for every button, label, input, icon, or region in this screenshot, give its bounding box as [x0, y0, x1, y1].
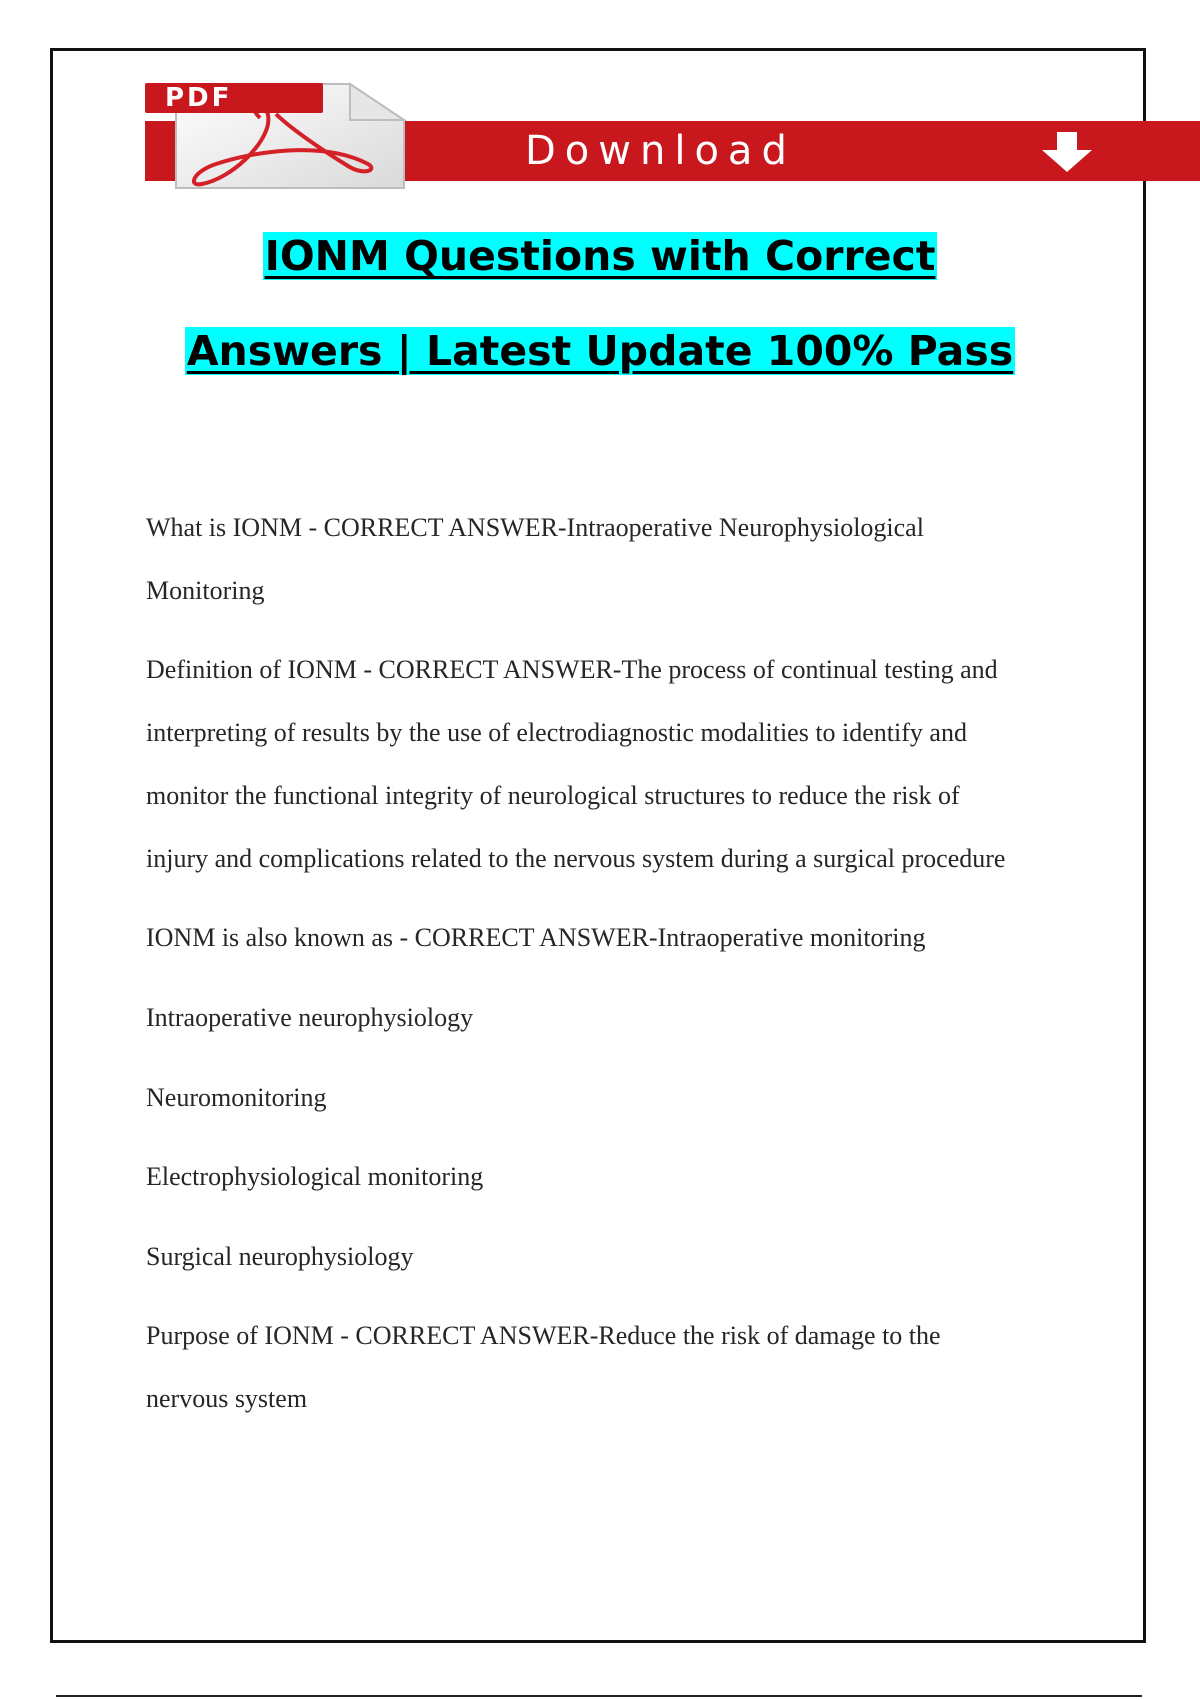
- text-line: Monitoring: [146, 576, 265, 605]
- qa-paragraph: [146, 906, 1086, 969]
- text-line: What is IONM - CORRECT ANSWER-Intraoperative Neurophysiological: [146, 513, 924, 542]
- title-line-1: IONM Questions with Correct: [264, 232, 936, 280]
- document-title: [60, 232, 1140, 422]
- qa-paragraph: [146, 986, 1086, 1049]
- qa-paragraph: [146, 1225, 1086, 1288]
- text-line: injury and complications related to the nervous system during a surgical procedure: [146, 844, 1006, 873]
- text-line: Purpose of IONM - CORRECT ANSWER-Reduce the risk of damage to the: [146, 1321, 941, 1350]
- pdf-label: PDF: [165, 83, 233, 113]
- text-line: monitor the functional integrity of neurological structures to reduce the risk of: [146, 781, 960, 810]
- qa-paragraph: [146, 1066, 1086, 1129]
- title-line-2: Answers | Latest Update 100% Pass: [186, 327, 1014, 375]
- text-line: Intraoperative neurophysiology: [146, 1003, 474, 1032]
- qa-paragraph: [146, 1304, 1086, 1430]
- text-line: Neuromonitoring: [146, 1083, 327, 1112]
- text-line: Definition of IONM - CORRECT ANSWER-The process of continual testing and: [146, 655, 998, 684]
- footer-rule: [56, 1695, 1142, 1697]
- qa-paragraph: [146, 496, 1086, 622]
- text-line: Surgical neurophysiology: [146, 1242, 414, 1271]
- qa-paragraph: [146, 1145, 1086, 1208]
- text-line: interpreting of results by the use of electrodiagnostic modalities to identify and: [146, 718, 967, 747]
- text-line: Electrophysiological monitoring: [146, 1162, 484, 1191]
- text-line: IONM is also known as - CORRECT ANSWER-Intraoperative monitoring: [146, 923, 926, 952]
- download-arrow-icon[interactable]: [1030, 130, 1104, 174]
- qa-paragraph: [146, 638, 1086, 890]
- download-label[interactable]: Download: [525, 128, 796, 174]
- text-line: nervous system: [146, 1384, 308, 1413]
